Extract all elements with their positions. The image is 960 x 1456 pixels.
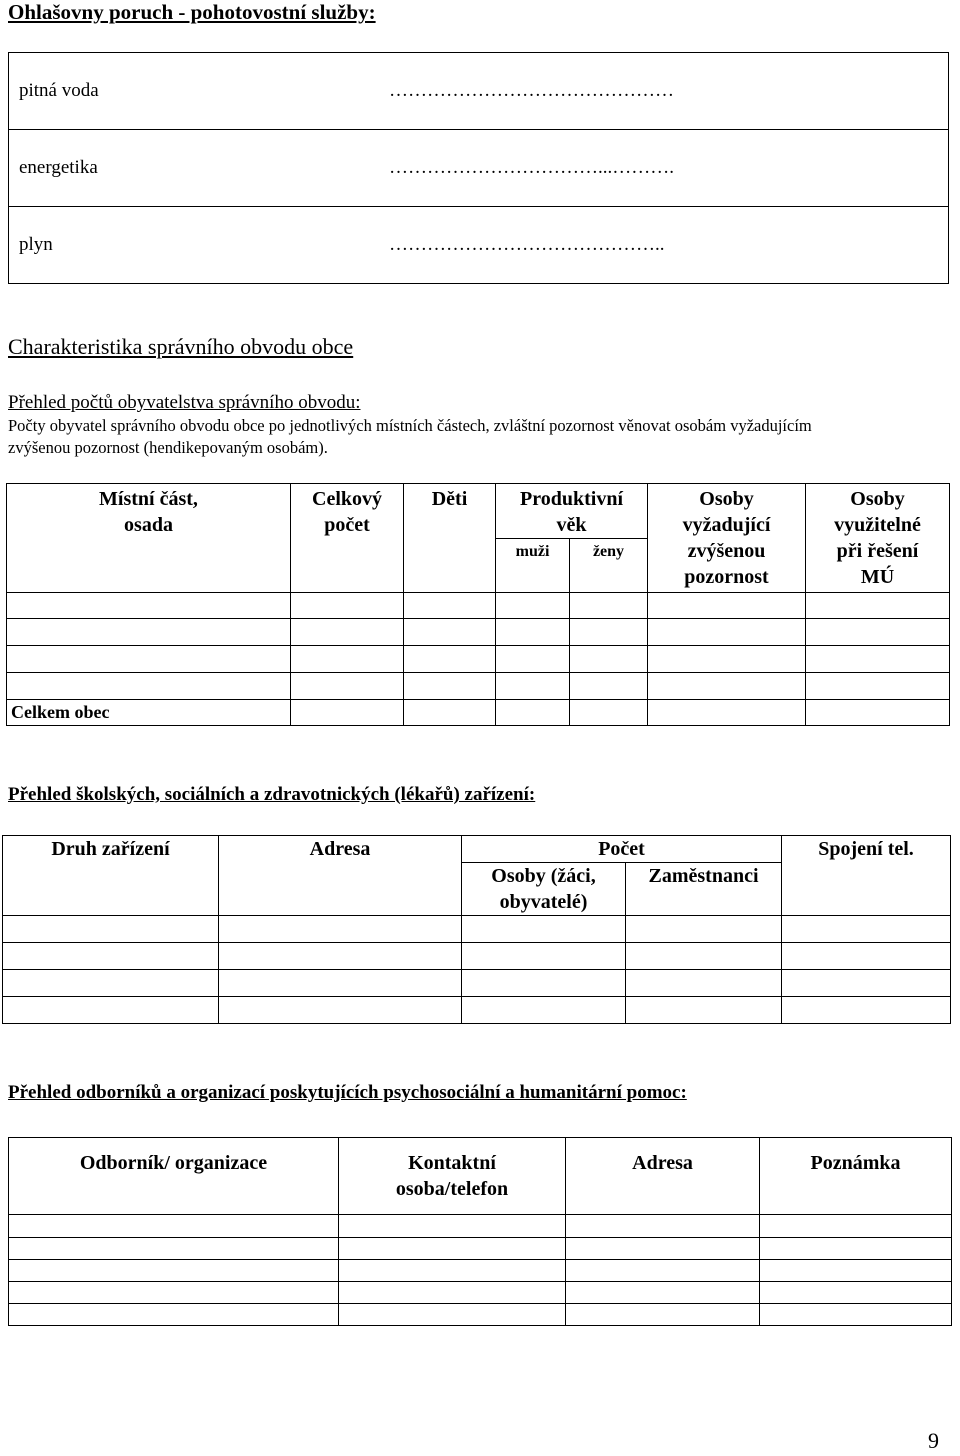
table-cell[interactable] [566,1215,760,1238]
table-row [3,916,951,943]
table-cell[interactable] [806,700,950,726]
table-cell[interactable] [806,673,950,700]
table-cell[interactable] [404,593,496,619]
table-cell[interactable] [404,700,496,726]
col-header-persons [462,863,626,916]
table-cell[interactable] [219,916,462,943]
col-header-men: muži [496,539,570,593]
table-cell[interactable] [7,593,291,619]
table-cell[interactable] [462,997,626,1024]
table-cell[interactable] [496,619,570,646]
header-text: Osoby [850,488,905,510]
characteristics-title: Charakteristika správního obvodu obce [8,334,354,359]
table-cell[interactable] [626,916,782,943]
col-header-total [291,484,404,593]
table-cell[interactable] [806,646,950,673]
population-table [6,483,950,726]
service-label: plyn [19,234,53,255]
table-cell[interactable] [219,970,462,997]
col-header-count: Počet [462,836,782,863]
table-cell[interactable] [648,646,806,673]
table-cell[interactable] [219,997,462,1024]
table-cell[interactable] [496,593,570,619]
experts-table [8,1137,952,1326]
table-cell[interactable] [219,943,462,970]
header-text: MÚ [860,566,895,588]
col-header-attention [648,484,806,593]
header-text: Místní část, [99,488,198,510]
table-cell[interactable] [404,673,496,700]
table-row [7,673,950,700]
table-cell[interactable] [782,943,951,970]
header-text: počet [324,514,370,536]
table-cell[interactable] [9,1282,339,1304]
population-text-line: Počty obyvatel správního obvodu obce po jednotlivých místních částech, zvláštní pozornost věnovat osobám vyžadujícím [8,416,812,435]
header-text: osada [124,514,173,536]
table-cell[interactable] [7,673,291,700]
table-cell[interactable] [648,619,806,646]
table-cell[interactable] [404,646,496,673]
table-cell[interactable] [3,997,219,1024]
table-cell[interactable] [462,970,626,997]
table-cell[interactable] [462,943,626,970]
table-cell[interactable] [291,646,404,673]
table-cell[interactable] [566,1260,760,1282]
table-cell[interactable] [570,700,648,726]
table-cell[interactable] [626,943,782,970]
experts-title: Přehled odborníků a organizací poskytujících psychosociální a humanitární pomoc: [8,1082,687,1103]
table-cell[interactable] [3,916,219,943]
col-header-address: Adresa [566,1138,760,1215]
table-cell[interactable] [291,700,404,726]
facilities-table [2,835,951,1024]
service-value-dots[interactable]: ……………………………………… [389,80,674,101]
header-text: při řešení [836,540,919,562]
service-label: pitná voda [19,80,99,101]
table-cell[interactable] [9,1304,339,1326]
population-text [8,415,953,459]
col-header-children: Děti [404,484,496,593]
header-text: Osoby [699,488,754,510]
table-cell[interactable] [7,619,291,646]
col-header-contact [339,1138,566,1215]
col-header-productive [496,484,648,539]
table-row [7,646,950,673]
table-cell[interactable] [782,970,951,997]
table-cell[interactable] [760,1282,952,1304]
table-row [3,997,951,1024]
table-cell[interactable] [7,646,291,673]
service-value-dots[interactable]: ……………………………...………. [389,157,674,178]
population-title: Přehled počtů obyvatelstva správního obvodu: [8,392,361,413]
table-cell[interactable] [760,1215,952,1238]
table-cell[interactable] [760,1260,952,1282]
table-cell[interactable] [806,619,950,646]
table-row [7,619,950,646]
service-label: energetika [19,157,98,178]
facilities-title: Přehled školských, sociálních a zdravotnických (lékařů) zařízení: [8,784,536,805]
header-text: vyžadující [682,514,771,536]
col-header-women: ženy [570,539,648,593]
header-text: osoba/telefon [395,1178,509,1200]
header-text: Celkový [312,488,382,510]
table-cell[interactable] [462,916,626,943]
table-row [3,970,951,997]
table-cell[interactable] [9,1238,339,1260]
emergency-table [8,52,949,284]
table-cell[interactable] [648,593,806,619]
table-cell[interactable] [9,1215,339,1238]
table-cell[interactable] [570,593,648,619]
table-cell[interactable] [339,1215,566,1238]
table-row [9,1304,952,1326]
page-number: 9 [928,1428,939,1453]
table-row [7,593,950,619]
table-cell[interactable] [566,1238,760,1260]
table-cell[interactable] [806,593,950,619]
table-cell[interactable] [291,619,404,646]
table-cell[interactable] [626,997,782,1024]
service-value-dots[interactable]: …………………………………….. [389,234,665,255]
table-cell[interactable] [626,970,782,997]
table-cell[interactable] [566,1282,760,1304]
table-cell[interactable] [496,673,570,700]
header-text: věk [556,514,587,536]
header-text: Produktivní [520,488,623,510]
emergency-row [9,53,949,130]
table-cell[interactable] [291,593,404,619]
col-header-phone: Spojení tel. [782,836,951,916]
header-text: Kontaktní [408,1152,496,1174]
col-header-type: Druh zařízení [3,836,219,916]
table-cell[interactable] [339,1238,566,1260]
table-cell[interactable] [404,619,496,646]
table-row-total [7,700,950,726]
table-cell[interactable] [570,619,648,646]
table-cell[interactable] [496,646,570,673]
col-header-staff: Zaměstnanci [626,863,782,916]
header-text: využitelné [834,514,921,536]
table-row [9,1238,952,1260]
table-cell[interactable] [782,916,951,943]
table-cell[interactable] [648,700,806,726]
table-cell[interactable] [339,1260,566,1282]
table-row [9,1260,952,1282]
header-text: pozornost [684,566,769,588]
col-header-org: Odborník/ organizace [9,1138,339,1215]
table-row [3,943,951,970]
emergency-row [9,130,949,207]
table-cell[interactable] [339,1282,566,1304]
population-text-line: zvýšenou pozornost (hendikepovaným osobám). [8,438,328,457]
table-cell[interactable] [339,1304,566,1326]
emergency-row [9,207,949,284]
table-row [9,1282,952,1304]
col-header-place [7,484,291,593]
col-header-usable [806,484,950,593]
table-cell[interactable] [760,1304,952,1326]
table-cell[interactable] [782,997,951,1024]
table-cell[interactable] [570,673,648,700]
header-text: zvýšenou [687,540,766,562]
table-cell[interactable] [760,1238,952,1260]
table-cell[interactable] [291,673,404,700]
total-label: Celkem obec [7,700,291,726]
table-cell[interactable] [3,943,219,970]
col-header-address: Adresa [219,836,462,916]
table-cell[interactable] [648,673,806,700]
table-cell[interactable] [566,1304,760,1326]
header-text: obyvatelé) [499,891,588,913]
table-row [9,1215,952,1238]
col-header-note: Poznámka [760,1138,952,1215]
table-cell[interactable] [570,646,648,673]
emergency-title: Ohlašovny poruch - pohotovostní služby: [8,0,376,24]
table-cell[interactable] [496,700,570,726]
table-cell[interactable] [9,1260,339,1282]
header-text: Osoby (žáci, [491,865,596,887]
table-cell[interactable] [3,970,219,997]
